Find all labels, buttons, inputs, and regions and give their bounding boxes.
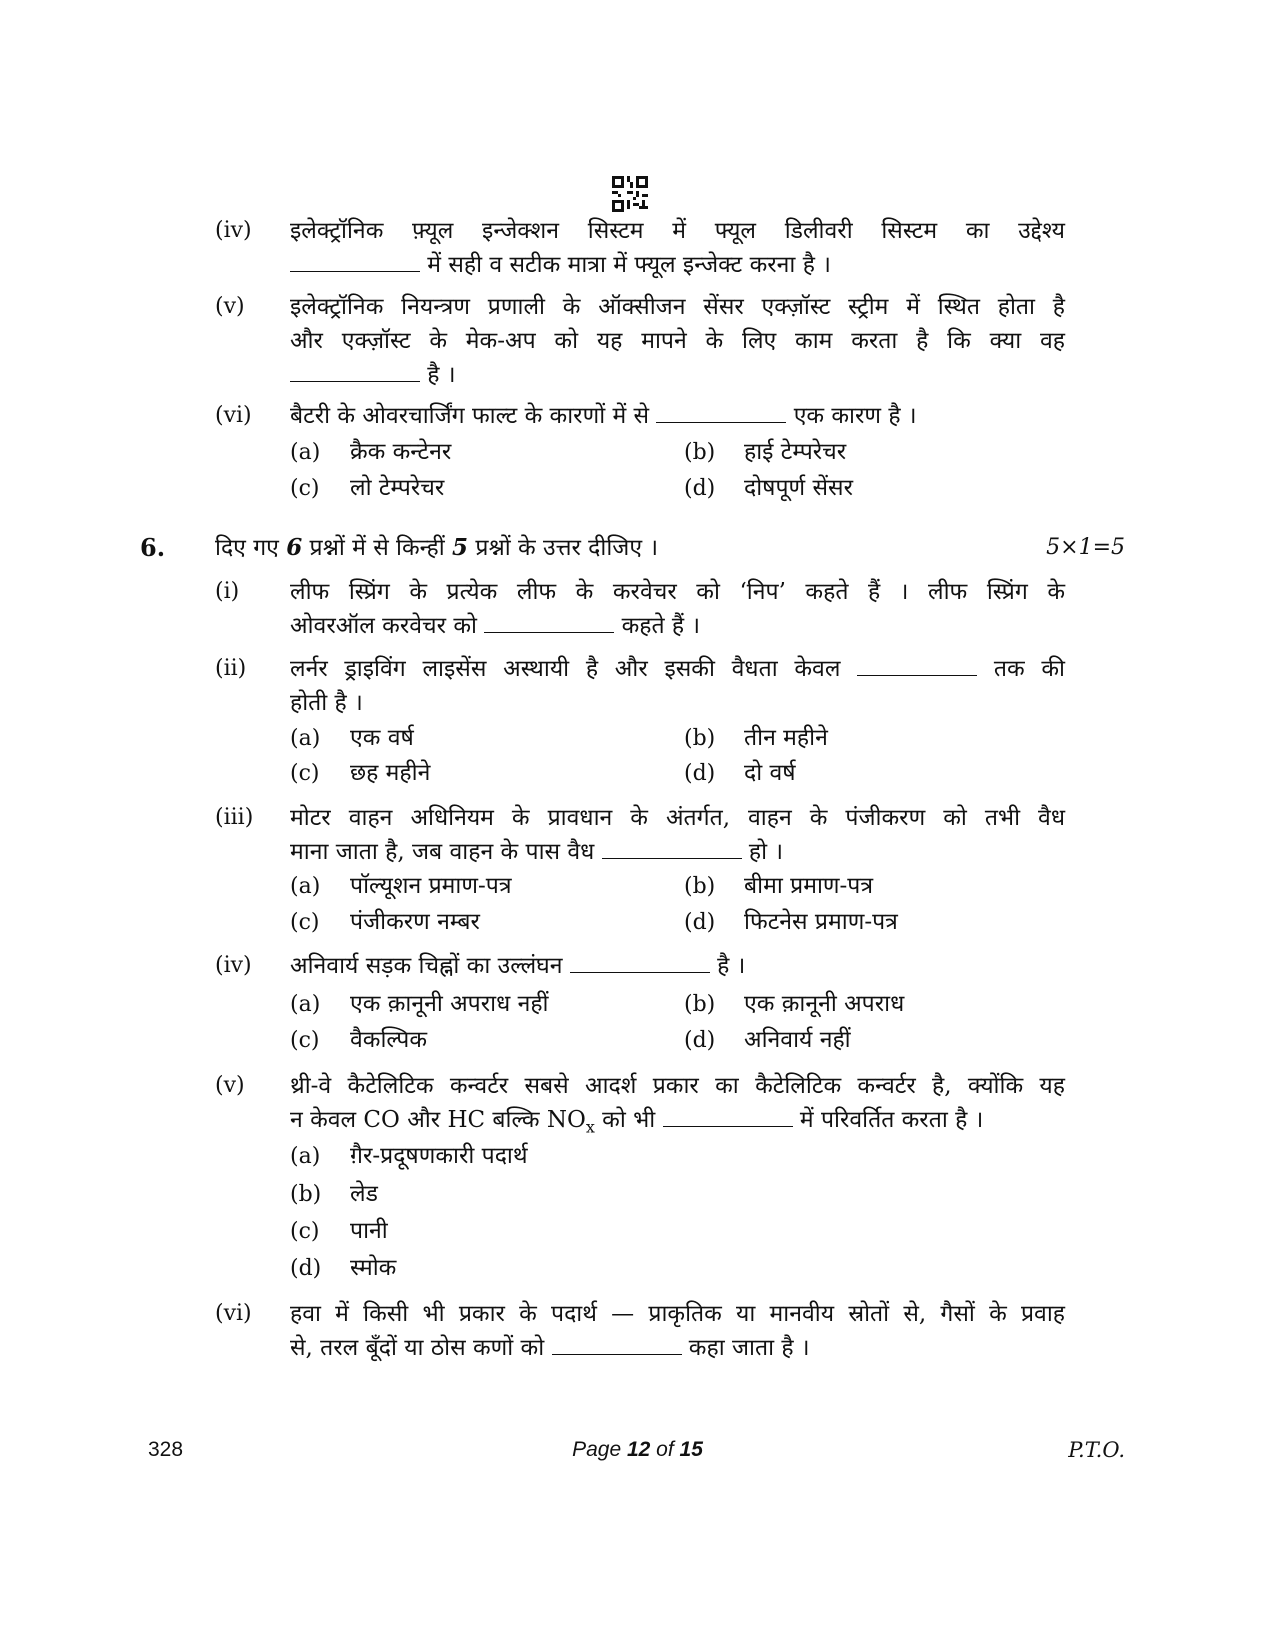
option-a: (a) ग़ैर-प्रदूषणकारी पदार्थ	[290, 1143, 528, 1169]
option-b: (b) एक क़ानूनी अपराध	[684, 991, 905, 1017]
answer-blank	[570, 950, 710, 973]
option-c: (c) वैकल्पिक	[290, 1027, 428, 1053]
part-label: (iii)	[215, 805, 254, 830]
answer-blank	[290, 359, 420, 382]
option-b: (b) हाई टेम्परेचर	[684, 439, 847, 465]
part-label: (iv)	[215, 218, 252, 243]
option-a: (a) एक क़ानूनी अपराध नहीं	[290, 991, 549, 1017]
part-label: (vi)	[215, 403, 252, 428]
option-a: (a) पॉल्यूशन प्रमाण-पत्र	[290, 873, 512, 899]
question-instruction: दिए गए 6 प्रश्नों में से किन्हीं 5 प्रश्नों के उत्तर दीजिए ।	[215, 534, 659, 561]
question-number: 6.	[140, 533, 166, 562]
qr-code	[612, 176, 648, 212]
option-a: (a) एक वर्ष	[290, 725, 414, 751]
part-label: (v)	[215, 1073, 245, 1098]
part-label: (v)	[215, 294, 245, 319]
option-b: (b) लेड	[290, 1181, 378, 1207]
pto-label: P.T.O.	[1068, 1438, 1125, 1462]
option-d: (d) दो वर्ष	[684, 760, 796, 786]
option-d: (d) स्मोक	[290, 1255, 397, 1281]
answer-blank	[484, 610, 614, 633]
answer-blank	[602, 836, 742, 859]
answer-blank	[290, 249, 420, 272]
answer-blank	[663, 1104, 793, 1127]
option-c: (c) छह महीने	[290, 760, 431, 786]
option-b: (b) बीमा प्रमाण-पत्र	[684, 873, 874, 899]
option-d: (d) फिटनेस प्रमाण-पत्र	[684, 909, 898, 935]
option-b: (b) तीन महीने	[684, 725, 828, 751]
option-c: (c) लो टेम्परेचर	[290, 475, 445, 501]
option-c: (c) पानी	[290, 1218, 388, 1244]
marks-allocation: 5×1=5	[1046, 535, 1125, 560]
part-text: इलेक्ट्रॉनिक फ़्यूल इन्जेक्शन सिस्टम में फ्यूल डिलीवरी सिस्टम का उद्देश्य	[290, 218, 1065, 244]
option-d: (d) अनिवार्य नहीं	[684, 1027, 851, 1053]
part-label: (vi)	[215, 1301, 252, 1326]
part-label: (ii)	[215, 656, 247, 681]
page-number: Page 12 of 15	[572, 1438, 703, 1461]
paper-code: 328	[148, 1438, 184, 1461]
answer-blank	[552, 1332, 682, 1355]
part-label: (i)	[215, 579, 240, 604]
option-d: (d) दोषपूर्ण सेंसर	[684, 475, 853, 501]
option-a: (a) क्रैक कन्टेनर	[290, 439, 452, 465]
answer-blank	[857, 653, 977, 676]
part-label: (iv)	[215, 953, 252, 978]
option-c: (c) पंजीकरण नम्बर	[290, 909, 480, 935]
answer-blank	[656, 400, 786, 423]
